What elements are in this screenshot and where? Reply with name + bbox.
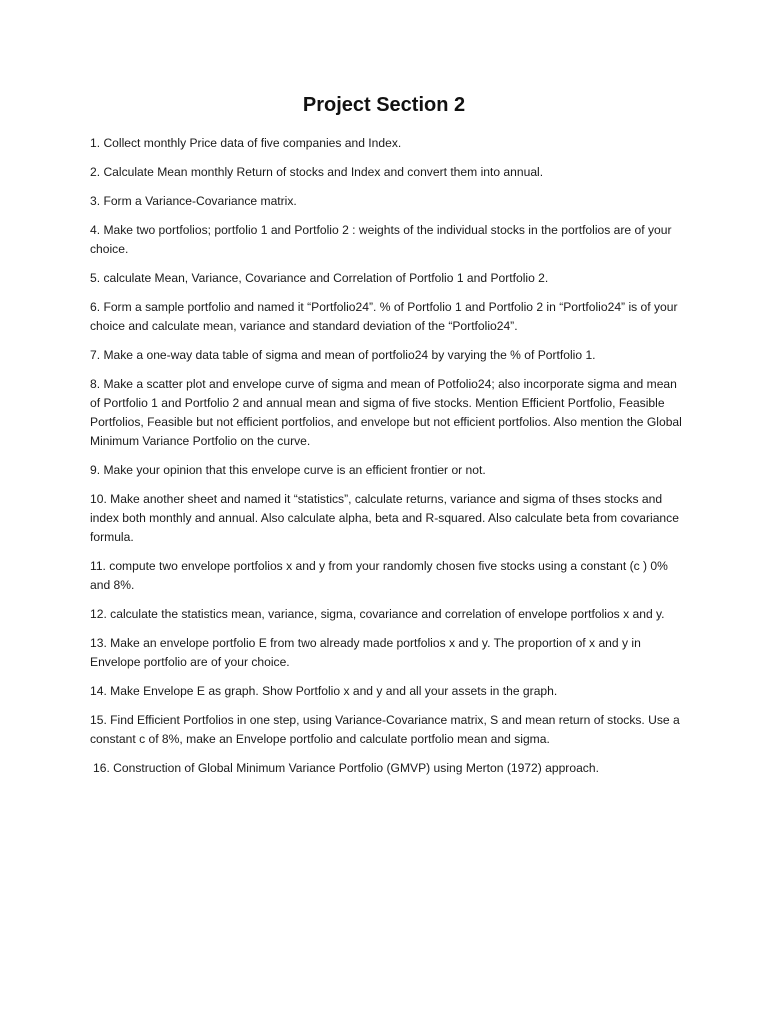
- task-item-9: 9. Make your opinion that this envelope curve is an efficient frontier or not.: [90, 463, 486, 477]
- task-item-3: 3. Form a Variance-Covariance matrix.: [90, 194, 297, 208]
- task-item-7: 7. Make a one-way data table of sigma and mean of portfolio24 by varying the % of Portfolio 1.: [90, 348, 596, 362]
- task-item-15: 15. Find Efficient Portfolios in one step, using Variance-Covariance matrix, S and mean return of stocks. Use a constant c of 8%, make an Envelope portfolio and calculate portfolio mean and sigma.: [90, 713, 680, 746]
- task-item-8: 8. Make a scatter plot and envelope curve of sigma and mean of Potfolio24; also incorporate sigma and mean of Portfolio 1 and Portfolio 2 and annual mean and sigma of five stocks. Mention Efficient Portfolio, Feasible Portfolios, Feasible but not efficient portfolios, and envelope but not efficient portfolios. Also mention the Global Minimum Variance Portfolio on the curve.: [90, 377, 682, 448]
- task-item-2: 2. Calculate Mean monthly Return of stocks and Index and convert them into annual.: [90, 165, 544, 179]
- task-item-14: 14. Make Envelope E as graph. Show Portfolio x and y and all your assets in the graph.: [90, 684, 558, 698]
- task-item-10: 10. Make another sheet and named it “statistics”, calculate returns, variance and sigma of thses stocks and index both monthly and annual. Also calculate alpha, beta and R-squared. Also calculate beta from covariance formula.: [90, 492, 679, 544]
- task-item-1: 1. Collect monthly Price data of five companies and Index.: [90, 136, 402, 150]
- task-item-16: 16. Construction of Global Minimum Variance Portfolio (GMVP) using Merton (1972) approach.: [93, 761, 599, 775]
- task-item-13: 13. Make an envelope portfolio E from two already made portfolios x and y. The proportion of x and y in Envelope portfolio are of your choice.: [90, 636, 641, 669]
- task-item-6: 6. Form a sample portfolio and named it “Portfolio24”. % of Portfolio 1 and Portfolio 2 in “Portfolio24” is of your choice and calculate mean, variance and standard deviation of the “Portfolio24”.: [90, 300, 678, 333]
- task-item-11: 11. compute two envelope portfolios x and y from your randomly chosen five stocks using a constant (c ) 0% and 8%.: [90, 559, 668, 592]
- page-title: Project Section 2: [302, 94, 466, 116]
- task-list: [90, 134, 690, 788]
- task-item-12: 12. calculate the statistics mean, variance, sigma, covariance and correlation of envelope portfolios x and y.: [90, 607, 665, 621]
- task-item-4: 4. Make two portfolios; portfolio 1 and Portfolio 2 : weights of the individual stocks in the portfolios are of your choice.: [90, 223, 672, 256]
- task-item-5: 5. calculate Mean, Variance, Covariance and Correlation of Portfolio 1 and Portfolio 2.: [90, 271, 549, 285]
